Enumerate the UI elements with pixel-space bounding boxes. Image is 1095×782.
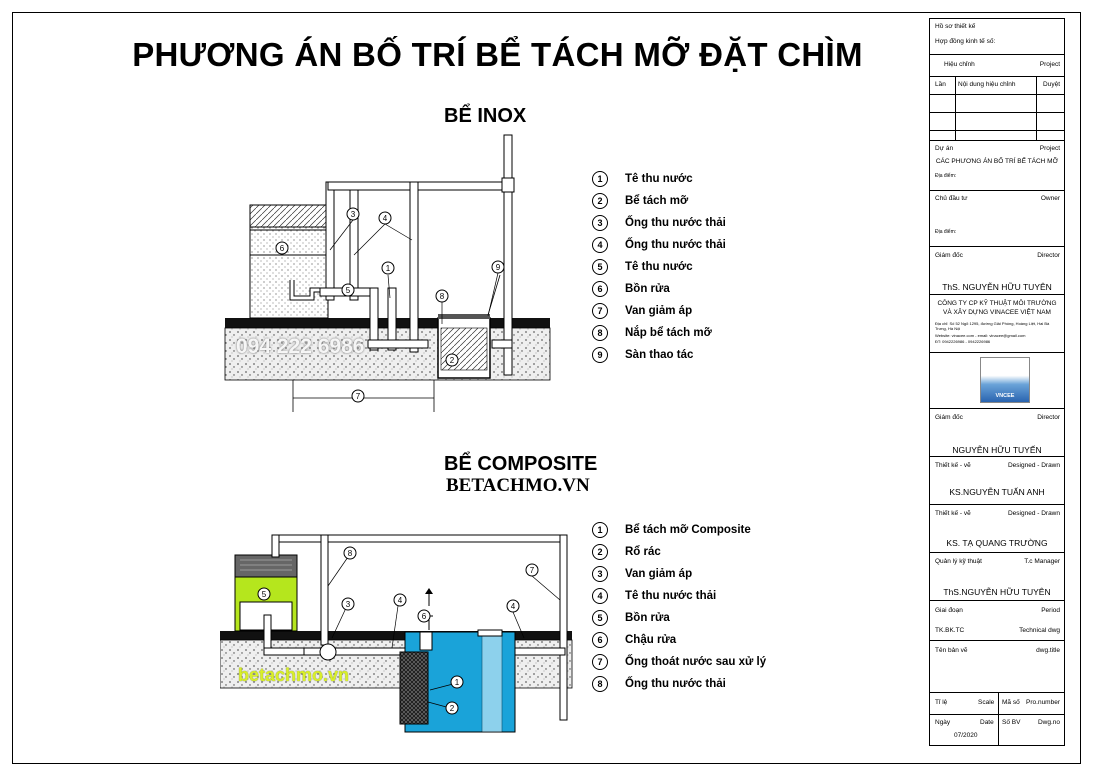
composite-callout: 2 (449, 704, 455, 713)
legend-item: 3 Ống thu nước thải (592, 215, 726, 237)
legend-item: 2 Rổ rác (592, 544, 766, 566)
inox-diagram (220, 130, 560, 420)
tb-designer-2: Thiết kế - vẽ Designed - Drawn KS. TẠ QUANG TRƯỜNG (930, 505, 1064, 553)
tb-giam-doc: Giám đốc Director ThS. NGUYỄN HỮU TUYÊN (930, 247, 1064, 295)
legend-item: 1 Tê thu nước (592, 171, 726, 193)
inox-callout: 9 (495, 263, 501, 272)
title-block (929, 18, 1065, 746)
inox-callout: 1 (385, 264, 391, 273)
legend-item: 2 Bể tách mỡ (592, 193, 726, 215)
tb-logo-cell (930, 353, 1064, 409)
tb-scale: Tỉ lệ Scale Mã số Pro.number (930, 693, 1064, 715)
composite-callout: 7 (529, 566, 535, 575)
legend-item: 3 Van giảm áp (592, 566, 766, 588)
inox-sink-basin (250, 205, 328, 227)
composite-callout: 6 (421, 612, 427, 621)
tb-giam-doc-2: Giám đốc Director NGUYỄN HỮU TUYẾN (930, 409, 1064, 457)
inox-heading: BỂ INOX (444, 105, 527, 127)
site-watermark: betachmo.vn (238, 665, 350, 685)
inox-callout: 5 (345, 286, 351, 295)
tb-revisions: Hiệu chỉnh Project Lần Nội dung hiệu chỉnh Duyệt (930, 57, 1064, 141)
legend-item: 6 Chậu rửa (592, 632, 766, 654)
site-name: BETACHMO.VN (446, 475, 590, 496)
composite-callout: 5 (261, 590, 267, 599)
tb-ho-so: Hồ sơ thiết kế Hợp đồng kinh tế số: (930, 19, 1064, 55)
trash-basket (400, 652, 428, 724)
legend-item: 5 Tê thu nước (592, 259, 726, 281)
legend-item: 6 Bồn rửa (592, 281, 726, 303)
inox-tank-lid (438, 314, 490, 319)
legend-item: 1 Bể tách mỡ Composite (592, 522, 766, 544)
composite-callout: 4 (397, 596, 403, 605)
tb-chu-dau-tu: Chủ đầu tư Owner Địa điểm: (930, 191, 1064, 247)
tb-du-an: Dự án Project CÁC PHƯƠNG ÁN BỐ TRÍ BỂ TÁCH MỠ Địa điểm: (930, 141, 1064, 191)
composite-heading: BỂ COMPOSITE (444, 453, 598, 475)
inox-callout: 7 (355, 392, 361, 401)
tb-dwg-title: Tên bản vẽ dwg.title (930, 641, 1064, 693)
composite-callout: 3 (345, 600, 351, 609)
composite-diagram (220, 520, 580, 738)
inox-callout: 2 (449, 356, 455, 365)
phone-watermark: 094 222 6986 (236, 335, 365, 358)
composite-callout: 4 (510, 602, 516, 611)
inox-callout: 8 (439, 292, 445, 301)
tb-date: Ngày Date Số BV Dwg.no 07/2020 (930, 715, 1064, 745)
inox-callout: 6 (279, 244, 285, 253)
inox-callout: 4 (382, 214, 388, 223)
legend-item: 7 Ống thoát nước sau xử lý (592, 654, 766, 676)
legend-item: 8 Ống thu nước thải (592, 676, 766, 698)
tb-manager: Quản lý kỹ thuật T.c Manager ThS.NGUYỄN HỮU TUYÊN (930, 553, 1064, 601)
tb-designer-1: Thiết kế - vẽ Designed - Drawn KS.NGUYỄN TUẤN ANH (930, 457, 1064, 505)
legend-item: 9 Sàn thao tác (592, 347, 726, 369)
legend-item: 5 Bồn rửa (592, 610, 766, 632)
composite-callout: 8 (347, 549, 353, 558)
composite-legend (592, 522, 766, 698)
legend-item: 4 Ống thu nước thải (592, 237, 726, 259)
tb-period: Giai đoạn Period TK.BK.TC Technical dwg (930, 601, 1064, 641)
composite-floor-slab (220, 631, 572, 640)
inox-callout: 3 (350, 210, 356, 219)
composite-callout: 1 (454, 678, 460, 687)
page-title: PHƯƠNG ÁN BỐ TRÍ BỂ TÁCH MỠ ĐẶT CHÌM (132, 36, 863, 73)
company-logo: VNCEE (980, 357, 1030, 403)
legend-item: 7 Van giảm áp (592, 303, 726, 325)
legend-item: 8 Nắp bể tách mỡ (592, 325, 726, 347)
tb-company: CÔNG TY CP KỸ THUẬT MÔI TRƯỜNG VÀ XÂY DỰNG VINACEE VIỆT NAM Địa chỉ: Số 52 Ngõ 1295, đường Giải Phóng, Hoàng Liệt, Hai Bà Trưng, Hà Nội Website: vinacee.com - email: vinacee@gmail.com ĐT: 0942226986 - 0942226986 (930, 295, 1064, 353)
legend-item: 4 Tê thu nước thải (592, 588, 766, 610)
inox-legend (592, 171, 726, 369)
